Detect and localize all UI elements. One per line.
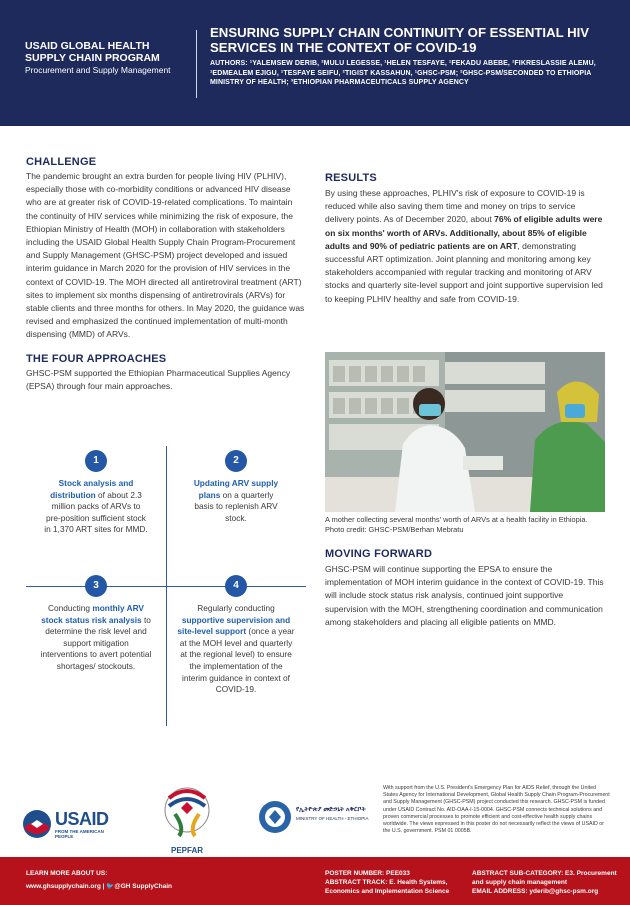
approach-text-bold: supportive supervision and site-level support — [177, 614, 291, 637]
poster-header — [0, 0, 630, 126]
org-block — [25, 40, 185, 76]
org-subtitle: Procurement and Supply Management — [25, 65, 171, 75]
abstract-track: ABSTRACT TRACK: E. Health Systems, Economics and Implementation Science — [325, 879, 450, 895]
approach-item-4 — [166, 575, 306, 696]
poster-number: POSTER NUMBER: PEE033 — [325, 870, 410, 877]
usaid-logo — [22, 807, 122, 843]
moving-forward-text: GHSC-PSM will continue supporting the EPSA to ensure the implementation of MOH interim guidance in the context of COVID-19. This will include stock status risk analysis, continued joint supportive supervision with the MOH, strengthening coordination and communication among stakeholders and placing all eligible patients on MMD. — [325, 564, 604, 627]
pepfar-emblem-icon — [155, 780, 219, 844]
challenge-heading: CHALLENGE — [26, 156, 97, 168]
approach-text-pre: Regularly conducting — [197, 603, 275, 613]
abstract-subcategory: ABSTRACT SUB-CATEGORY: E3. Procurement and supply chain management — [472, 870, 617, 886]
approach-text-post: to determine the risk level and support mitigation interventions to avert potential shortages/ stockouts. — [40, 614, 152, 671]
photo-caption: A mother collecting several months' worth of ARVs at a health facility in Ethiopia. Photo credit: GHSC-PSM/Berhan Mebratu — [325, 515, 588, 534]
footer-poster-info — [325, 869, 455, 896]
left-column — [26, 156, 306, 393]
challenge-text: The pandemic brought an extra burden for people living HIV (PLHIV), especially those with co-morbidity conditions or advanced HIV disease who are at greater risk of COVID-19-related complications. To maintain the continuity of HIV services while minimizing the risk of exposure, the Ethiopian Ministry of Health (MOH) in collaboration with stakeholders including the USAID Global Health Supply Chain Program-Procurement and Supply Management (GHSC-PSM) project developed and issued interim guidance in March 2020 for the provision of HIV services in the context of COVID-19. The MOH directed all antiretroviral treatment (ART) sites to implement six months dispensing of antiretrovirals (ARVs) for stable clients and three months for others. In May 2020, the guidance was revised and emphasized the continued implementation of multi-month dispensing (MMD) of ARVs. — [26, 171, 305, 340]
approaches-grid — [26, 446, 306, 726]
learn-more-links[interactable]: www.ghsupplychain.org | 🐦@GH SupplyChain — [26, 883, 173, 890]
approach-text-bold: Stock analysis and distribution — [50, 478, 134, 500]
moh-seal-icon — [258, 800, 292, 834]
contact-email[interactable]: EMAIL ADDRESS: yderib@ghsc-psm.org — [472, 888, 599, 895]
approach-item-3 — [26, 575, 166, 673]
epsa-english-name: MINISTRY OF HEALTH - ETHIOPIA — [296, 816, 369, 821]
results-heading: RESULTS — [325, 172, 377, 184]
results-text-part2: , demonstrating successful ART optimization. Joint planning and monitoring among key stakeholders accompanied with regular tracking and monitoring of ARV stocks and quarterly site-level support and joint supportive supervision led to keeping PLHIV healthy and safe from COVID-19. — [325, 240, 603, 304]
pharmacy-photo — [325, 352, 605, 512]
approach-text-post: (once a year at the MOH level and quarterly at the regional level) to ensure the implementation of the interim guidance in context of COVID-19. — [179, 626, 295, 695]
approaches-heading: THE FOUR APPROACHES — [26, 352, 167, 365]
approach-number-badge: 4 — [225, 575, 247, 597]
approach-number-badge: 1 — [85, 450, 107, 472]
footer-learn-more — [26, 869, 216, 891]
pepfar-logo — [152, 780, 222, 860]
approach-item-1 — [26, 450, 166, 536]
approach-text-post: on a quarterly basis to replenish ARV stock. — [194, 489, 278, 523]
results-text — [325, 187, 605, 306]
approach-text-bold: Updating ARV supply plans — [193, 478, 279, 500]
funding-disclaimer: With support from the U.S. President's Emergency Plan for AIDS Relief, through the United States Agency for International Development, Global Health Supply Chain Program-Procurement and Supply Management (GHSC-PSM) project conducted this research. GHSC-PSM is funded under USAID Contract No. AID-OAA-I-15-0004. GHSC-PSM connects technical solutions and proven commercial processes to promote efficient and cost-effective health supply chains worldwide. The views expressed in this poster do not necessarily reflect the views of USAID or the U.S. government. PSM 01 0005B. — [383, 785, 610, 835]
epsa-logo — [258, 800, 378, 840]
title-block — [210, 26, 610, 88]
results-highlight: 76% of eligible adults were on six months' worth of ARVs. Additionally, about 85% of eligible adults and 90% of pediatric patients are on ART — [325, 214, 603, 251]
approach-item-2 — [166, 450, 306, 524]
usaid-wordmark: USAID — [55, 809, 109, 829]
learn-more-label: LEARN MORE ABOUT US: — [26, 870, 108, 877]
approaches-intro: GHSC-PSM supported the Ethiopian Pharmaceutical Supplies Agency (EPSA) through four main approaches. — [26, 367, 291, 391]
approach-number-badge: 3 — [85, 575, 107, 597]
usaid-seal-icon — [22, 809, 52, 839]
poster-footer — [0, 857, 630, 905]
authors-line: AUTHORS: ¹YALEMSEW DERIB, ²MULU LEGESSE, ¹HELEN TESFAYE, ¹FEKADU ABEBE, ¹FIKRESLASSIE ALEMU, ¹EDMEALEM EJIGU, ¹TESFAYE SEIFU, ²TIGIST KASSAHUN, ¹GHSC-PSM; ²GHSC-PSM/SECONDED TO ETHIOPIA MINISTRY OF HEALTH; ³ETHIOPIAN PHARMACEUTICALS SUPPLY AGENCY — [210, 60, 596, 86]
photo-illustration — [325, 352, 605, 512]
right-column — [325, 172, 605, 306]
approach-number-badge: 2 — [225, 450, 247, 472]
approach-text-bold: monthly ARV stock status risk analysis — [41, 603, 144, 625]
results-text-part1: By using these approaches, PLHIV's risk of exposure to COVID-19 is reduced while also saving them time and money on trips to service delivery points. As of December 2020, about — [325, 188, 585, 225]
epsa-amharic-name: የኢትዮጵያ መድኃኒት አቅርቦት — [296, 806, 366, 813]
moving-forward-section — [325, 548, 607, 629]
footer-abstract-info — [472, 869, 622, 896]
approach-text-pre: Conducting — [48, 603, 93, 613]
moving-forward-heading: MOVING FORWARD — [325, 548, 433, 560]
header-divider — [196, 30, 197, 98]
poster-title: ENSURING SUPPLY CHAIN CONTINUITY OF ESSENTIAL HIV SERVICES IN THE CONTEXT OF COVID-19 — [210, 25, 590, 55]
usaid-tagline: FROM THE AMERICAN PEOPLE — [55, 829, 104, 839]
approach-text-post: of about 2.3 million packs of ARVs to pre-position sufficient stock in 1,370 ART sites for MMD. — [44, 489, 148, 535]
org-name: USAID GLOBAL HEALTH SUPPLY CHAIN PROGRAM — [25, 40, 160, 64]
pepfar-wordmark: PEPFAR — [170, 846, 203, 855]
